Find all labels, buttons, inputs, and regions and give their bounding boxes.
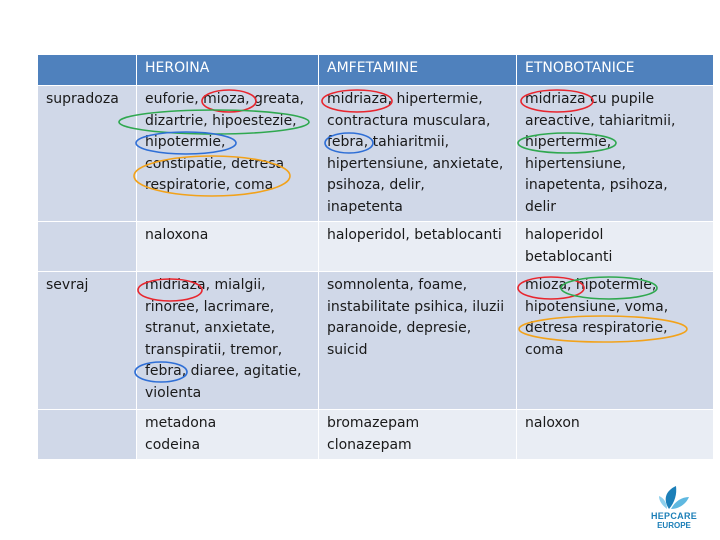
table-cell (517, 272, 714, 410)
table-row (38, 222, 714, 272)
table-row (38, 410, 714, 460)
logo-text-europe: EUROPE (657, 521, 691, 530)
cell-text: naloxona (145, 227, 209, 243)
header-cell-amfetamine: AMFETAMINE (319, 55, 517, 86)
cell-text: metadona codeina (145, 415, 217, 453)
hepcare-leaf-logo-icon (649, 484, 699, 512)
table-cell (319, 86, 517, 222)
cell-text: mioza, hipotermie, hipotensiune, voma, detresa respiratorie, coma (525, 277, 669, 358)
table-row (38, 272, 714, 410)
header-cell-heroina: HEROINA (137, 55, 319, 86)
row-label-sevraj: sevraj (38, 272, 137, 410)
cell-text: midriaza cu pupile areactive, tahiaritmii, hipertermie, hipertensiune, inapetenta, psihoza, delir (525, 91, 676, 215)
cell-text: euforie, mioza, greata, dizartrie, hipoestezie, hipotermie, constipatie, detresa respiratorie, coma (145, 91, 305, 193)
table-cell (517, 86, 714, 222)
table-cell (137, 222, 319, 272)
cell-text: haloperidol, betablocanti (327, 227, 502, 243)
hepcare-europe-logo (649, 484, 699, 532)
row-label-supradoza: supradoza (38, 86, 137, 222)
table-cell (517, 222, 714, 272)
cell-text: midriaza, mialgii, rinoree, lacrimare, stranut, anxietate, transpiratii, tremor, febra, diaree, agitatie, violenta (145, 277, 302, 401)
table-cell (319, 410, 517, 460)
cell-text: bromazepam clonazepam (327, 415, 420, 453)
cell-text: naloxon (525, 415, 580, 431)
comparison-table (37, 54, 714, 460)
logo-text-hepcare: HEPCARE (650, 511, 698, 521)
table-cell (319, 222, 517, 272)
table-cell (319, 272, 517, 410)
cell-text: somnolenta, foame, instabilitate psihica, iluzii paranoide, depresie, suicid (327, 277, 505, 358)
table-cell (137, 272, 319, 410)
table-header-row (38, 55, 714, 86)
header-cell-corner (38, 55, 137, 86)
row-label-empty (38, 410, 137, 460)
header-cell-etnobotanice: ETNOBOTANICE (517, 55, 714, 86)
table-row (38, 86, 714, 222)
table-cell (137, 410, 319, 460)
table-cell (517, 410, 714, 460)
row-label-empty (38, 222, 137, 272)
cell-text: haloperidol betablocanti (525, 227, 613, 265)
table-cell (137, 86, 319, 222)
cell-text: midriaza, hipertermie, contractura musculara, febra, tahiaritmii, hipertensiune, anxietate, psihoza, delir, inapetenta (327, 91, 504, 215)
